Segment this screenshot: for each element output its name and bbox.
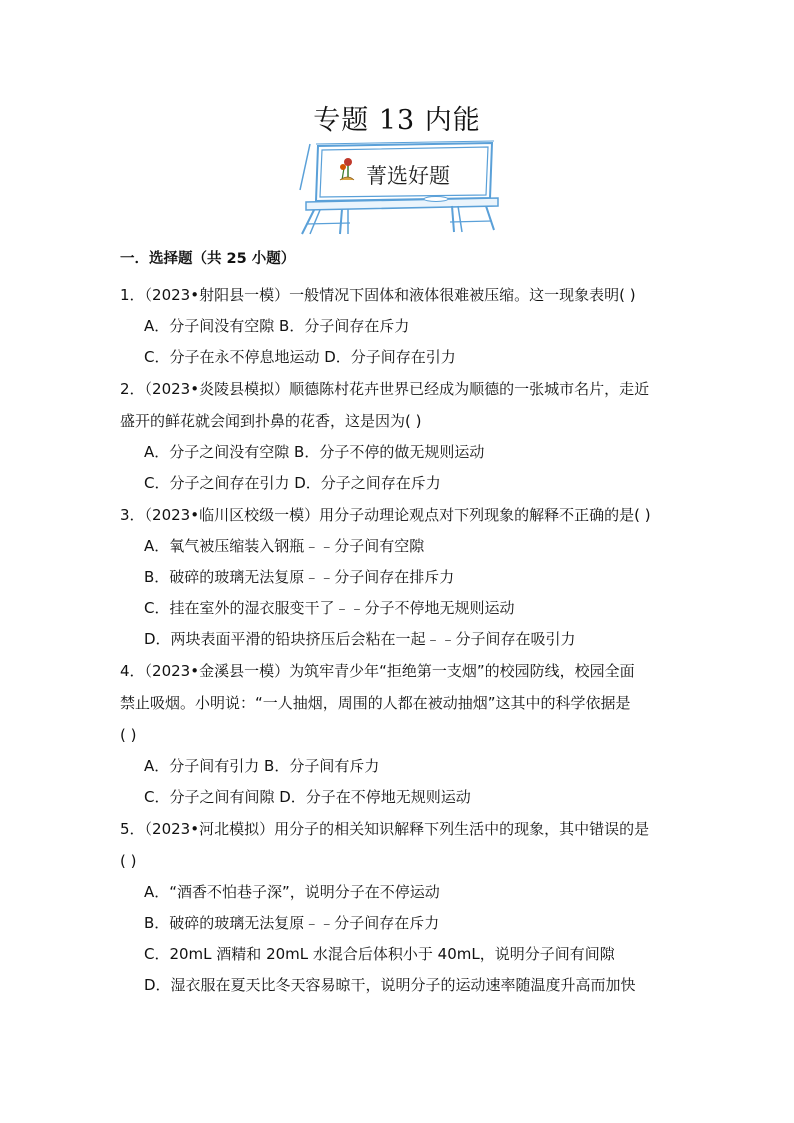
answer-options: C．分子在永不停息地运动 D．分子间存在引力 bbox=[144, 348, 456, 366]
question-stem-line: 3．（2023•临川区校级一模）用分子动理论观点对下列现象的解释不正确的是( ) bbox=[120, 506, 651, 524]
answer-option: B．破碎的玻璃无法复原﹣﹣分子间存在排斥力 bbox=[144, 568, 455, 586]
answer-options: C．分子之间存在引力 D．分子之间存在斥力 bbox=[144, 474, 441, 492]
answer-option: D．两块表面平滑的铅块挤压后会粘在一起﹣﹣分子间存在吸引力 bbox=[144, 630, 576, 648]
question-stem-line: 4．（2023•金溪县一模）为筑牢青少年“拒绝第一支烟”的校园防线，校园全面 bbox=[120, 662, 635, 680]
section-heading: 一．选择题（共 25 小题） bbox=[120, 251, 296, 267]
question-stem-line: 盛开的鲜花就会闻到扑鼻的花香，这是因为( ) bbox=[120, 412, 422, 430]
answer-options: A．分子间有引力 B．分子间有斥力 bbox=[144, 757, 380, 775]
question-2 bbox=[120, 373, 680, 499]
answer-options: A．分子间没有空隙 B．分子间存在斥力 bbox=[144, 317, 410, 335]
answer-option: D．湿衣服在夏天比冬天容易晾干，说明分子的运动速率随温度升高而加快 bbox=[144, 976, 636, 994]
question-3 bbox=[120, 499, 680, 655]
question-stem-line: 1．（2023•射阳县一模）一般情况下固体和液体很难被压缩。这一现象表明( ) bbox=[120, 286, 636, 304]
answer-option: A．“酒香不怕巷子深”，说明分子在不停运动 bbox=[144, 883, 440, 901]
question-1 bbox=[120, 279, 680, 373]
question-stem-line: 禁止吸烟。小明说：“一人抽烟，周围的人都在被动抽烟”这其中的科学依据是 bbox=[120, 694, 631, 712]
question-stem-line: ( ) bbox=[120, 852, 137, 870]
answer-option: C．20mL 酒精和 20mL 水混合后体积小于 40mL，说明分子间有间隙 bbox=[144, 945, 615, 963]
answer-option: C．挂在室外的湿衣服变干了﹣﹣分子不停地无规则运动 bbox=[144, 599, 515, 617]
answer-option: A．氧气被压缩装入钢瓶﹣﹣分子间有空隙 bbox=[144, 537, 425, 555]
question-stem-line: 5．（2023•河北模拟）用分子的相关知识解释下列生活中的现象，其中错误的是 bbox=[120, 820, 650, 838]
question-stem-line: ( ) bbox=[120, 726, 137, 744]
answer-option: B．破碎的玻璃无法复原﹣﹣分子间存在斥力 bbox=[144, 914, 440, 932]
page-title: 专题 13 内能 bbox=[313, 105, 481, 136]
question-stem-line: 2．（2023•炎陵县模拟）顺德陈村花卉世界已经成为顺德的一张城市名片，走近 bbox=[120, 380, 650, 398]
question-5 bbox=[120, 813, 680, 1001]
answer-options: C．分子之间有间隙 D．分子在不停地无规则运动 bbox=[144, 788, 471, 806]
question-4 bbox=[120, 655, 680, 813]
answer-options: A．分子之间没有空隙 B．分子不停的做无规则运动 bbox=[144, 443, 485, 461]
banner-text: 菁选好题 bbox=[366, 164, 450, 188]
question-list bbox=[120, 279, 680, 1001]
